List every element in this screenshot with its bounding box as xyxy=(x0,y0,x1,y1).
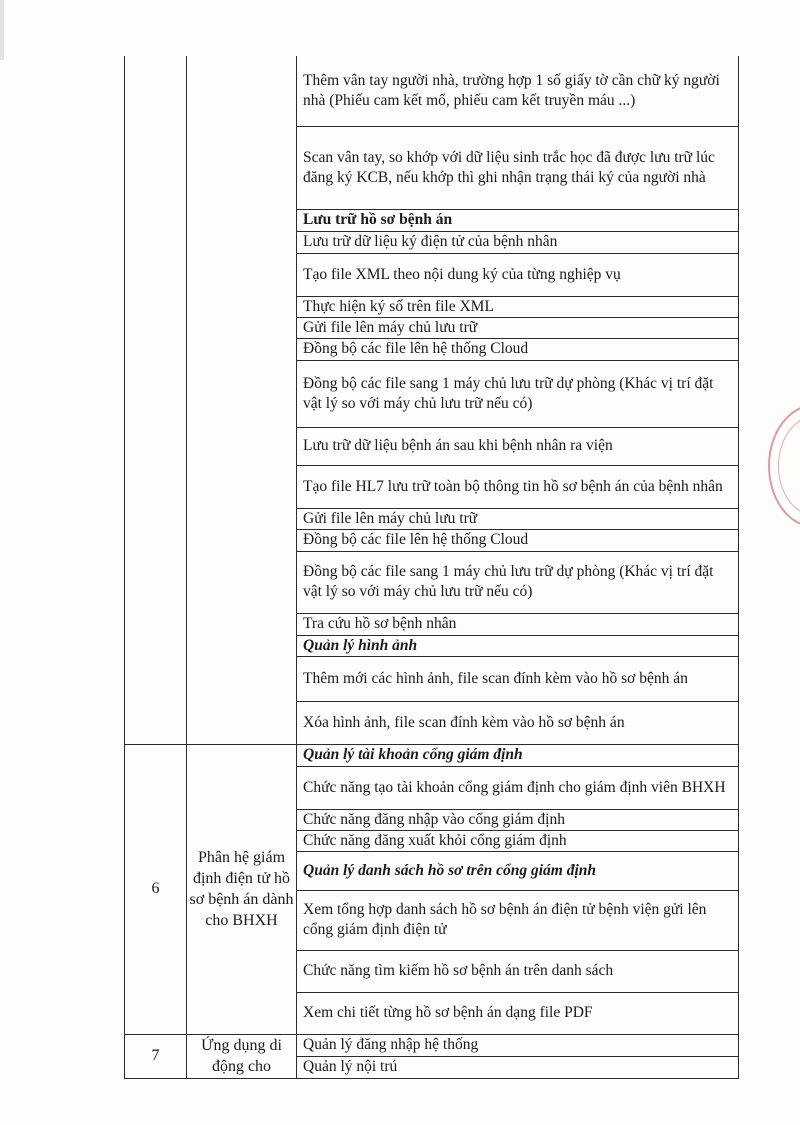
feature-cell: Đồng bộ các file sang 1 máy chủ lưu trữ dự phòng (Khác vị trí đặt vật lý so với máy chủ lưu trữ nếu có) xyxy=(297,551,739,613)
feature-cell: Tạo file XML theo nội dung ký của từng nghiệp vụ xyxy=(297,253,739,296)
red-seal-stamp xyxy=(768,404,800,528)
table-row xyxy=(125,1034,739,1056)
feature-cell: Xem tổng hợp danh sách hồ sơ bệnh án điện tử bệnh viện gửi lên cổng giám định điện tử xyxy=(297,890,739,950)
feature-cell: Tra cứu hồ sơ bệnh nhân xyxy=(297,613,739,635)
feature-cell: Thực hiện ký số trên file XML xyxy=(297,296,739,317)
feature-cell: Đồng bộ các file lên hệ thống Cloud xyxy=(297,338,739,360)
feature-cell: Gửi file lên máy chủ lưu trữ xyxy=(297,508,739,529)
feature-cell: Gửi file lên máy chủ lưu trữ xyxy=(297,317,739,338)
feature-cell: Thêm vân tay người nhà, trường hợp 1 số giấy tờ cần chữ ký người nhà (Phiếu cam kết mổ, phiếu cam kết truyền máu ...) xyxy=(297,56,739,126)
feature-cell: Quản lý đăng nhập hệ thống xyxy=(297,1034,739,1056)
feature-cell: Tạo file HL7 lưu trữ toàn bộ thông tin hồ sơ bệnh án của bệnh nhân xyxy=(297,465,739,508)
table-row xyxy=(125,56,739,126)
feature-cell: Scan vân tay, so khớp với dữ liệu sinh trắc học đã được lưu trữ lúc đăng ký KCB, nếu khớp thì ghi nhận trạng thái ký của người nhà xyxy=(297,126,739,209)
feature-cell: Đồng bộ các file sang 1 máy chủ lưu trữ dự phòng (Khác vị trí đặt vật lý so với máy chủ lưu trữ nếu có) xyxy=(297,360,739,427)
feature-cell: Lưu trữ dữ liệu bệnh án sau khi bệnh nhân ra viện xyxy=(297,427,739,465)
feature-cell: Đồng bộ các file lên hệ thống Cloud xyxy=(297,529,739,551)
module-number-cell: 7 xyxy=(125,1034,187,1078)
module-name-cell: Phân hệ giám định điện tử hồ sơ bệnh án dành cho BHXH xyxy=(187,744,297,1034)
scan-edge-mark xyxy=(0,0,4,60)
feature-cell: Lưu trữ dữ liệu ký điện tử của bệnh nhân xyxy=(297,231,739,253)
module-name-cell xyxy=(187,56,297,744)
feature-cell: Xem chi tiết từng hồ sơ bệnh án dạng file PDF xyxy=(297,992,739,1034)
section-heading-cell: Quản lý hình ảnh xyxy=(297,635,739,656)
feature-cell: Thêm mới các hình ảnh, file scan đính kèm vào hồ sơ bệnh án xyxy=(297,656,739,701)
feature-cell: Xóa hình ảnh, file scan đính kèm vào hồ sơ bệnh án xyxy=(297,701,739,744)
section-heading-cell: Lưu trữ hồ sơ bệnh án xyxy=(297,209,739,231)
section-heading-cell: Quản lý danh sách hồ sơ trên cổng giám định xyxy=(297,851,739,890)
feature-cell: Chức năng tìm kiếm hồ sơ bệnh án trên danh sách xyxy=(297,950,739,992)
module-name-cell: Ứng dụng di động cho xyxy=(187,1034,297,1078)
table-row xyxy=(125,744,739,766)
module-number-cell xyxy=(125,56,187,744)
feature-cell: Chức năng đăng xuất khỏi cổng giám định xyxy=(297,830,739,851)
feature-cell: Chức năng đăng nhập vào cổng giám định xyxy=(297,809,739,830)
feature-cell: Chức năng tạo tài khoản cổng giám định cho giám định viên BHXH xyxy=(297,766,739,809)
feature-cell: Quản lý nội trú xyxy=(297,1056,739,1078)
module-number-cell: 6 xyxy=(125,744,187,1034)
feature-table xyxy=(124,56,739,1079)
section-heading-cell: Quản lý tài khoản cổng giám định xyxy=(297,744,739,766)
